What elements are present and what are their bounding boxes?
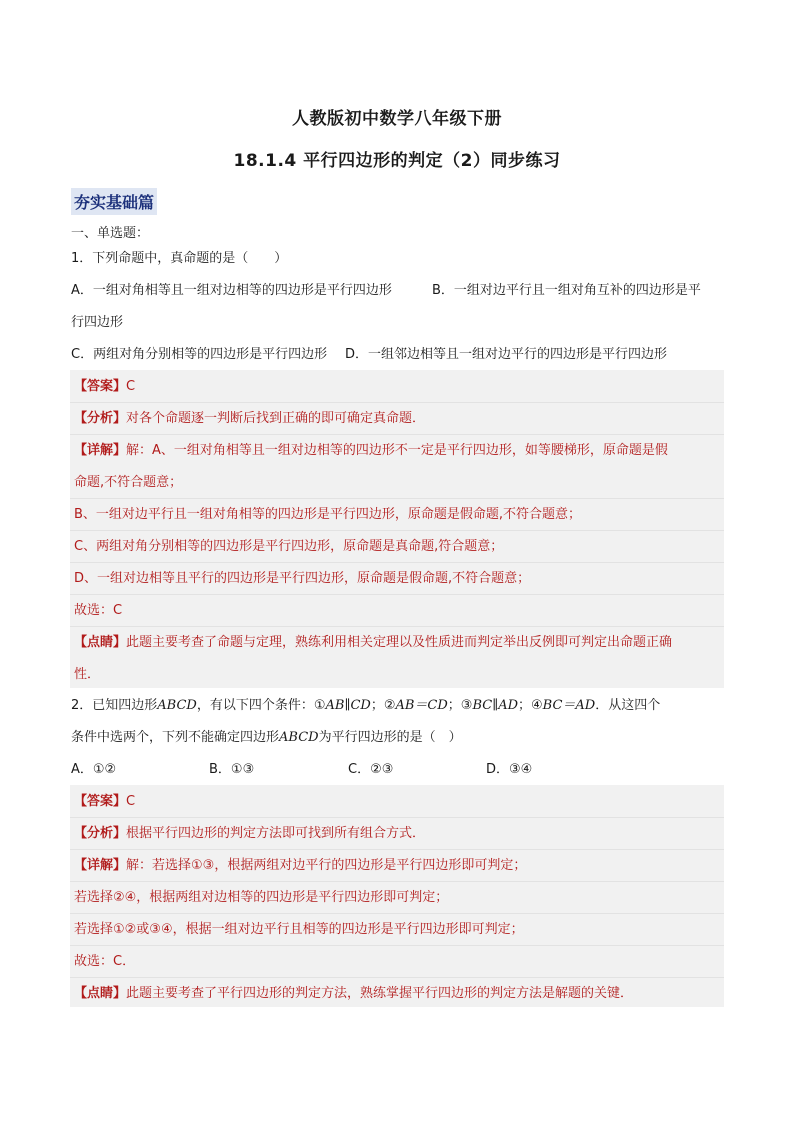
q1-analysis <box>74 410 425 428</box>
divider <box>70 530 724 531</box>
divider <box>70 817 724 818</box>
q2-stem2-b: 为平行四边形的是（ ） <box>318 730 462 745</box>
comment-tag: 【点睛】 <box>74 986 127 1001</box>
q2-option-d: D．③④ <box>486 762 533 777</box>
q2-option-a: A．①② <box>71 762 117 777</box>
detail-text: 解：A、一组对角相等且一组对边相等的四边形不一定是平行四边形，如等腰梯形，原命题是假 <box>126 443 668 458</box>
answer-tag: 【答案】 <box>74 379 127 394</box>
q2-detail-2: 若选择②④，根据两组对边相等的四边形是平行四边形即可判定； <box>74 890 449 905</box>
answer-value: C <box>126 379 136 394</box>
q1-detail-2: 命题,不符合题意； <box>74 475 183 490</box>
q2-stem-d: ；③ <box>447 698 473 713</box>
answer-tag: 【答案】 <box>74 794 127 809</box>
divider <box>70 434 724 435</box>
analysis-text: 根据平行四边形的判定方法即可找到所有组合方式． <box>126 826 426 841</box>
q2-stem <box>71 697 660 715</box>
q2-stem-a: 2．已知四边形 <box>71 698 158 713</box>
q1-detail-5: D、一组对边相等且平行的四边形是平行四边形，原命题是假命题,不符合题意； <box>74 571 531 586</box>
detail-tag: 【详解】 <box>74 443 127 458</box>
comment-text: 此题主要考查了命题与定理，熟练利用相关定理以及性质进而判定举出反例即可判定出命题正确 <box>126 635 673 650</box>
q1-option-b-cont: 行四边形 <box>71 315 124 330</box>
math-condition-1: AB∥CD <box>325 698 371 713</box>
analysis-tag: 【分析】 <box>74 826 127 841</box>
divider <box>70 402 724 403</box>
q2-stem-line2 <box>71 729 462 747</box>
math-abcd: ABCD <box>157 698 197 713</box>
divider <box>70 562 724 563</box>
divider <box>70 498 724 499</box>
q2-stem-b: ，有以下四个条件：① <box>196 698 326 713</box>
math-abcd: ABCD <box>279 730 319 745</box>
math-condition-3: BC∥AD <box>472 698 519 713</box>
divider <box>70 626 724 627</box>
q1-detail-1 <box>74 442 668 460</box>
q1-choose: 故选：C <box>74 603 123 618</box>
divider <box>70 913 724 914</box>
divider <box>70 594 724 595</box>
document-subtitle: 18.1.4 平行四边形的判定（2）同步练习 <box>233 151 561 171</box>
q2-stem-c: ；② <box>370 698 396 713</box>
q1-detail-3: B、一组对边平行且一组对角相等的四边形是平行四边形，原命题是假命题,不符合题意； <box>74 507 582 522</box>
q2-stem2-a: 条件中选两个，下列不能确定四边形 <box>71 730 280 745</box>
q2-comment-1 <box>74 985 633 1003</box>
math-condition-4: BC＝AD <box>542 698 596 713</box>
math-condition-2: AB＝CD <box>395 698 448 713</box>
q2-detail-1 <box>74 857 526 875</box>
q1-detail-4: C、两组对角分别相等的四边形是平行四边形，原命题是真命题,符合题意； <box>74 539 504 554</box>
q2-analysis <box>74 825 425 843</box>
q2-answer <box>74 793 135 811</box>
detail-text: 解：若选择①③，根据两组对边平行的四边形是平行四边形即可判定； <box>126 858 527 873</box>
q1-option-b: B．一组对边平行且一组对角互补的四边形是平 <box>432 283 701 298</box>
q2-choose: 故选：C． <box>74 954 136 969</box>
detail-tag: 【详解】 <box>74 858 127 873</box>
q2-stem-f: ．从这四个 <box>595 698 661 713</box>
document-title: 人教版初中数学八年级下册 <box>292 109 502 129</box>
q2-stem-e: ；④ <box>518 698 543 713</box>
q1-comment-2: 性． <box>74 667 101 682</box>
analysis-text: 对各个命题逐一判断后找到正确的即可确定真命题． <box>126 411 426 426</box>
q1-comment-1 <box>74 634 672 652</box>
answer-value: C <box>126 794 136 809</box>
part-heading: 一、单选题： <box>71 226 150 241</box>
divider <box>70 945 724 946</box>
q2-option-c: C．②③ <box>348 762 394 777</box>
q1-stem: 1．下列命题中，真命题的是（ ） <box>71 251 288 266</box>
divider <box>70 977 724 978</box>
analysis-tag: 【分析】 <box>74 411 127 426</box>
q1-option-c: C．两组对角分别相等的四边形是平行四边形 <box>71 347 328 362</box>
q1-option-a: A．一组对角相等且一组对边相等的四边形是平行四边形 <box>71 283 392 298</box>
comment-tag: 【点睛】 <box>74 635 127 650</box>
q2-option-b: B．①③ <box>209 762 255 777</box>
q1-option-d: D．一组邻边相等且一组对边平行的四边形是平行四边形 <box>345 347 668 362</box>
q2-detail-3: 若选择①②或③④，根据一组对边平行且相等的四边形是平行四边形即可判定； <box>74 922 524 937</box>
section-heading: 夯实基础篇 <box>71 188 157 215</box>
q1-answer <box>74 378 135 396</box>
comment-text: 此题主要考查了平行四边形的判定方法，熟练掌握平行四边形的判定方法是解题的关键． <box>126 986 634 1001</box>
divider <box>70 849 724 850</box>
divider <box>70 881 724 882</box>
